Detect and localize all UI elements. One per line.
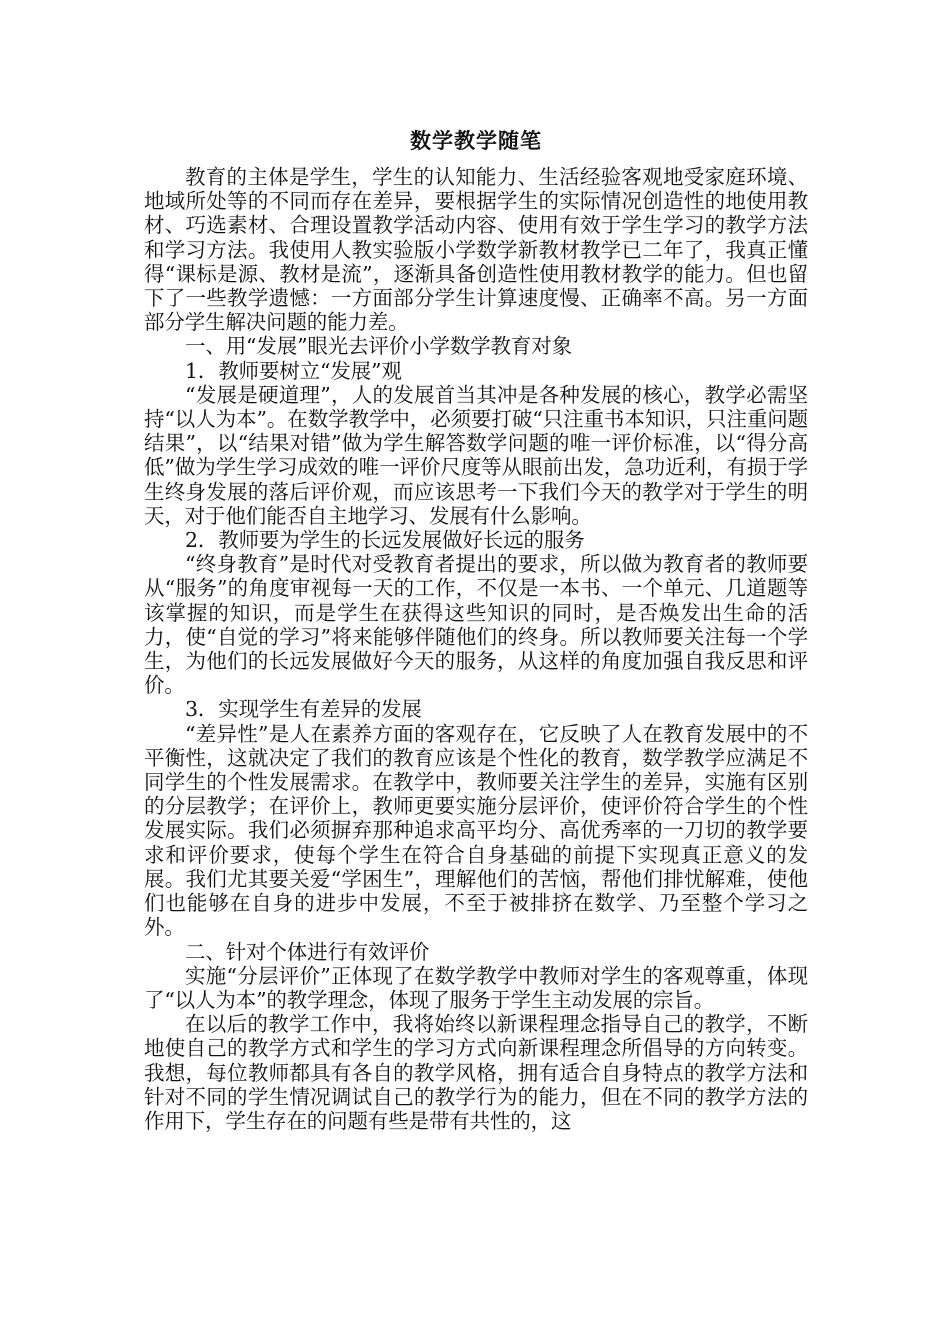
- paragraph-development: “发展是硬道理”，人的发展首当其冲是各种发展的核心，教学必需坚持“以人为本”。在数学教学中，必须要打破“只注重书本知识，只注重问题结果”，以“结果对错”做为学生解答数学问题的唯一评价标准，以“得分高低”做为学生学习成效的唯一评价尺度等从眼前出发，急功近利，有损于学生终身发展的落后评价观，而应该思考一下我们今天的教学对于学生的明天，对于他们能否自主地学习、发展有什么影响。: [144, 382, 808, 528]
- subsection-heading-2: 2．教师要为学生的长远发展做好长远的服务: [185, 528, 585, 553]
- intro-paragraph: 教育的主体是学生，学生的认知能力、生活经验客观地受家庭环境、地域所处等的不同而存在差异，要根据学生的实际情况创造性的地使用教材、巧选素材、合理设置教学活动内容、使用有效于学生学习的教学方法和学习方法。我使用人教实验版小学数学新教材教学已二年了，我真正懂得“课标是源、教材是流”，逐渐具备创造性使用教材教学的能力。但也留下了一些教学遗憾：一方面部分学生计算速度慢、正确率不高。另一方面部分学生解决问题的能力差。: [144, 165, 808, 335]
- subsection-heading-3: 3．实现学生有差异的发展: [185, 697, 422, 722]
- paragraph-service: “终身教育”是时代对受教育者提出的要求，所以做为教育者的教师要从“服务”的角度审视每一天的工作，不仅是一本书、一个单元、几道题等该掌握的知识，而是学生在获得这些知识的同时，是否焕发出生命的活力，使“自觉的学习”将来能够伴随他们的终身。所以教师要关注每一个学生，为他们的长远发展做好今天的服务，从这样的角度加强自我反思和评价。: [144, 552, 808, 698]
- paragraph-evaluation: 实施“分层评价”正体现了在数学教学中教师对学生的客观尊重，体现了“以人为本”的教学理念，体现了服务于学生主动发展的宗旨。: [144, 963, 808, 1012]
- paragraph-future: 在以后的教学工作中，我将始终以新课程理念指导自己的教学，不断地使自己的教学方式和学生的学习方式向新课程理念所倡导的方向转变。我想，每位教师都具有各自的教学风格，拥有适合自身特点的教学方法和针对不同的学生情况调试自己的教学行为的能力，但在不同的教学方法的作用下，学生存在的问题有些是带有共性的，这: [144, 1012, 808, 1133]
- document-title: 数学教学随笔: [410, 128, 542, 153]
- section-heading-2: 二、针对个体进行有效评价: [185, 939, 430, 964]
- subsection-heading-1: 1．教师要树立“发展”观: [185, 358, 402, 383]
- document-page: [144, 128, 808, 1133]
- section-heading-1: 一、用“发展”眼光去评价小学数学教育对象: [185, 334, 572, 359]
- paragraph-difference: “差异性”是人在素养方面的客观存在，它反映了人在教育发展中的不平衡性，这就决定了我们的教育应该是个性化的教育，数学教学应满足不同学生的个性发展需求。在教学中，教师要关注学生的差异，实施有区别的分层教学；在评价上，教师更要实施分层评价，使评价符合学生的个性发展实际。我们必须摒弃那种追求高平均分、高优秀率的一刀切的教学要求和评价要求，使每个学生在符合自身基础的前提下实现真正意义的发展。我们尤其要关爱“学困生”，理解他们的苦恼，帮他们排忧解难，使他们也能够在自身的进步中发展，不至于被排挤在数学、乃至整个学习之外。: [144, 721, 808, 940]
